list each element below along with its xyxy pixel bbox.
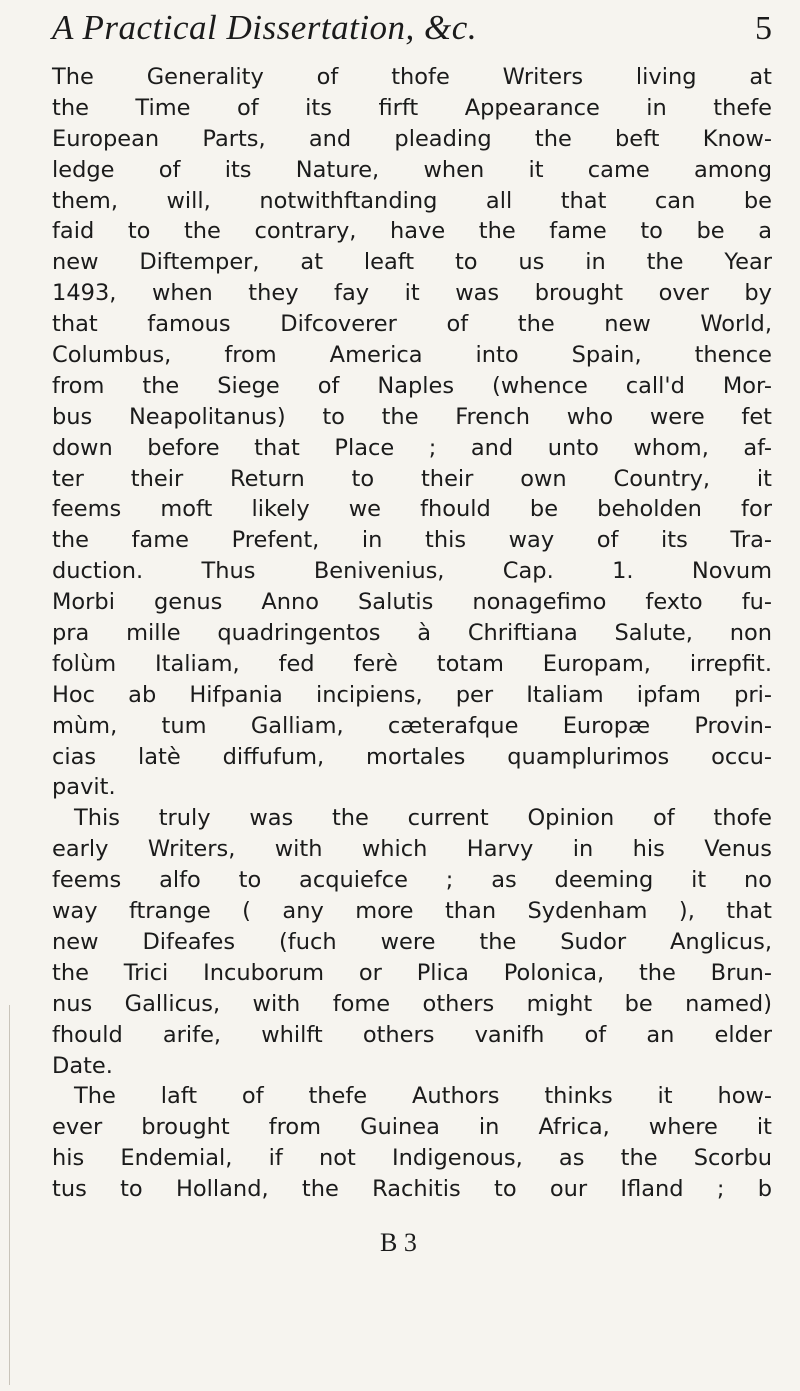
running-header bbox=[0, 8, 800, 58]
text-line: This truly was the current Opinion of thofe bbox=[74, 805, 772, 832]
text-line: Date. bbox=[52, 1052, 113, 1079]
text-line: fhould arife, whilft others vanifh of an elder bbox=[52, 1021, 772, 1048]
text-line: his Endemial, if not Indigenous, as the Scorbu bbox=[52, 1145, 772, 1172]
text-line: folùm Italiam, fed ferè totam Europam, irrepfit. bbox=[52, 650, 772, 677]
text-line: ledge of its Nature, when it came among bbox=[52, 156, 772, 183]
text-line: down before that Place ; and unto whom, af- bbox=[52, 434, 772, 461]
text-line: feems moft likely we fhould be beholden for bbox=[52, 496, 772, 523]
text-line: nus Gallicus, with fome others might be named) bbox=[52, 990, 772, 1017]
text-line: The Generality of thofe Writers living at bbox=[52, 64, 772, 90]
text-line: pavit. bbox=[52, 774, 116, 801]
text-line: Hoc ab Hifpania incipiens, per Italiam ipfam pri- bbox=[52, 681, 772, 708]
text-line: cias latè diffufum, mortales quamplurimos occu- bbox=[52, 743, 772, 770]
text-line: ever brought from Guinea in Africa, where it bbox=[52, 1114, 772, 1141]
body-text bbox=[52, 62, 772, 1205]
text-line: early Writers, with which Harvy in his Venus bbox=[52, 836, 772, 863]
text-line: Morbi genus Anno Salutis nonagefimo fexto fu- bbox=[52, 589, 772, 616]
text-line: ter their Return to their own Country, it bbox=[52, 465, 772, 492]
text-line: faid to the contrary, have the fame to be a bbox=[52, 218, 772, 245]
text-line: bus Neapolitanus) to the French who were fet bbox=[52, 403, 772, 430]
text-line: European Parts, and pleading the beft Know- bbox=[52, 125, 772, 152]
text-line: mùm, tum Galliam, cæterafque Europæ Provin- bbox=[52, 712, 772, 739]
text-line: feems alfo to acquiefce ; as deeming it no bbox=[52, 867, 772, 894]
text-line: tus to Holland, the Rachitis to our Ifland ; b bbox=[52, 1176, 772, 1203]
text-line: Columbus, from America into Spain, thence bbox=[52, 342, 772, 369]
text-line: the fame Prefent, in this way of its Tra- bbox=[52, 527, 772, 554]
page-number: 5 bbox=[755, 10, 772, 47]
text-line: pra mille quadringentos à Chriftiana Salute, non bbox=[52, 620, 772, 647]
text-line: from the Siege of Naples (whence call'd Mor- bbox=[52, 372, 772, 399]
running-title: A Practical Dissertation, &c. bbox=[52, 8, 478, 47]
text-line: them, will, notwithftanding all that can be bbox=[52, 187, 772, 214]
text-line: The laft of thefe Authors thinks it how- bbox=[74, 1083, 772, 1110]
signature-mark: B 3 bbox=[380, 1228, 417, 1257]
text-line: the Trici Incuborum or Plica Polonica, the Brun- bbox=[52, 959, 772, 986]
text-line: the Time of its firft Appearance in thefe bbox=[52, 94, 772, 121]
text-line: 1493, when they fay it was brought over by bbox=[52, 280, 772, 307]
text-line: that famous Difcoverer of the new World, bbox=[52, 311, 772, 338]
text-line: new Difeafes (fuch were the Sudor Anglicus, bbox=[52, 928, 772, 955]
text-line: way ftrange ( any more than Sydenham ), that bbox=[52, 898, 772, 925]
text-line: new Diftemper, at leaft to us in the Year bbox=[52, 249, 772, 276]
text-line: duction. Thus Benivenius, Cap. 1. Novum bbox=[52, 558, 772, 585]
page-edge-divider bbox=[9, 1005, 10, 1385]
